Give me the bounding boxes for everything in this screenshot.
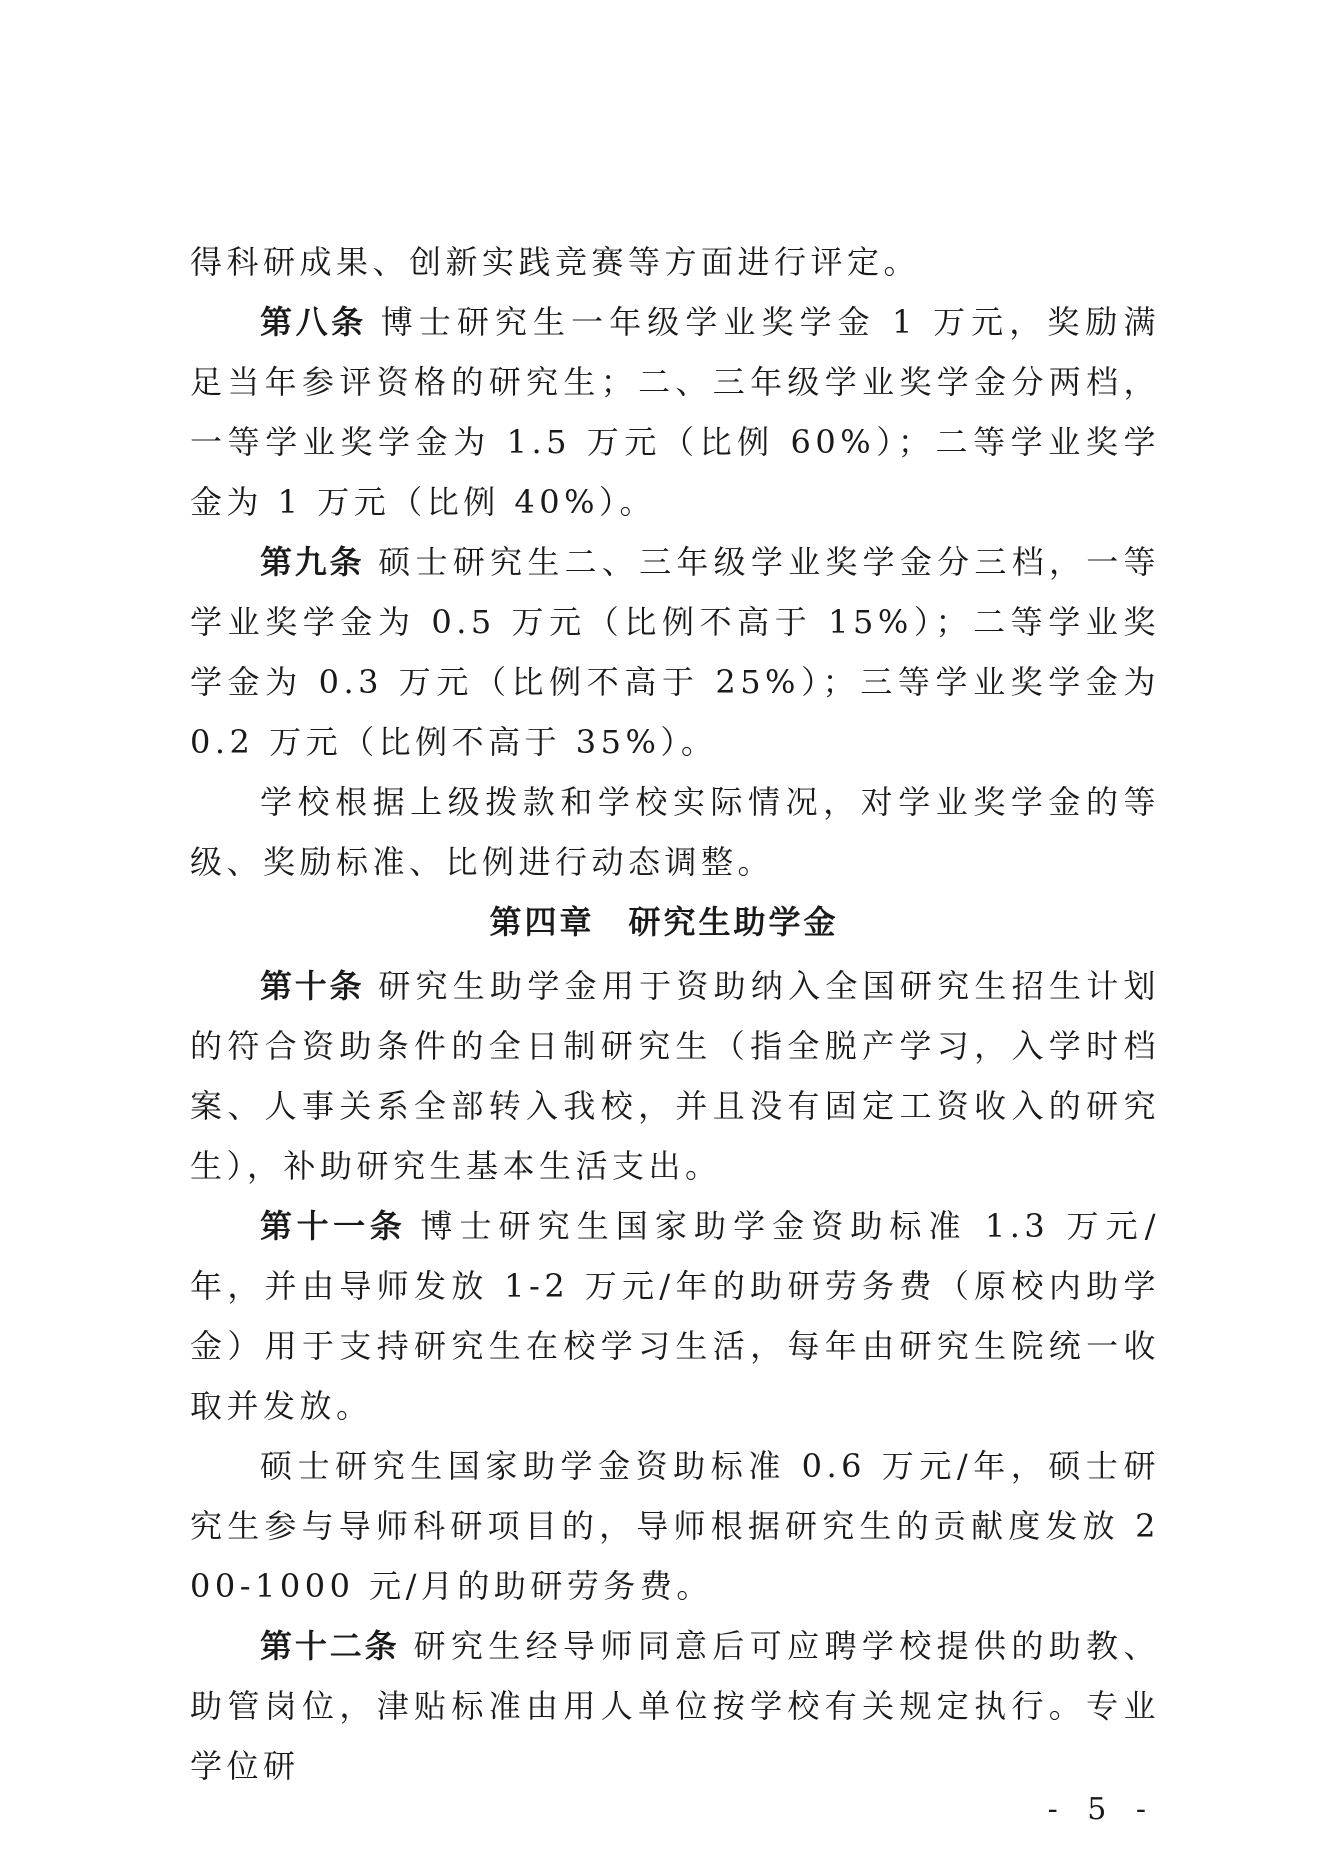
paragraph-master-grant [190, 1436, 1160, 1616]
article-12 [190, 1616, 1160, 1796]
paragraph-text: 研究生经导师同意后可应聘学校提供的助教、助管岗位，津贴标准由用人单位按学校有关规定执行。专业学位研 [190, 1627, 1160, 1785]
article-heading: 第九条 [260, 543, 365, 581]
paragraph-text: 硕士研究生二、三年级学业奖学金分三档，一等学业奖学金为 0.5 万元（比例不高于 15%）；二等学业奖学金为 0.3 万元（比例不高于 25%）；三等学业奖学金为 0.2 万元（比例不高于 35%）。 [190, 543, 1160, 761]
chapter-heading [190, 892, 1160, 956]
chapter-title: 研究生助学金 [628, 903, 839, 941]
paragraph-text: 博士研究生国家助学金资助标准 1.3 万元/年，并由导师发放 1-2 万元/年的助研劳务费（原校内助学金）用于支持研究生在校学习生活，每年由研究生院统一收取并发放。 [190, 1207, 1160, 1425]
article-11 [190, 1196, 1160, 1436]
article-9 [190, 532, 1160, 772]
chapter-number: 第四章 [489, 903, 595, 941]
article-heading: 第八条 [260, 303, 367, 341]
paragraph-text: 得科研成果、创新实践竞赛等方面进行评定。 [190, 243, 921, 281]
paragraph-continuation [190, 232, 1160, 292]
article-heading: 第十条 [260, 967, 365, 1005]
paragraph-text: 硕士研究生国家助学金资助标准 0.6 万元/年，硕士研究生参与导师科研项目的，导师根据研究生的贡献度发放 200-1000 元/月的助研劳务费。 [190, 1447, 1160, 1605]
article-8 [190, 292, 1160, 532]
article-10 [190, 956, 1160, 1196]
document-body [190, 232, 1160, 1796]
paragraph-text: 研究生助学金用于资助纳入全国研究生招生计划的符合资助条件的全日制研究生（指全脱产学习，入学时档案、人事关系全部转入我校，并且没有固定工资收入的研究生），补助研究生基本生活支出。 [190, 967, 1160, 1185]
page-number: - 5 - [1047, 1792, 1156, 1827]
paragraph-text: 学校根据上级拨款和学校实际情况，对学业奖学金的等级、奖励标准、比例进行动态调整。 [190, 783, 1160, 881]
paragraph-adjustment [190, 772, 1160, 892]
article-heading: 第十一条 [260, 1207, 407, 1245]
paragraph-text: 博士研究生一年级学业奖学金 1 万元，奖励满足当年参评资格的研究生；二、三年级学业奖学金分两档，一等学业奖学金为 1.5 万元（比例 60%）；二等学业奖学金为 1 万元（比例 40%）。 [190, 303, 1160, 521]
article-heading: 第十二条 [260, 1627, 400, 1665]
